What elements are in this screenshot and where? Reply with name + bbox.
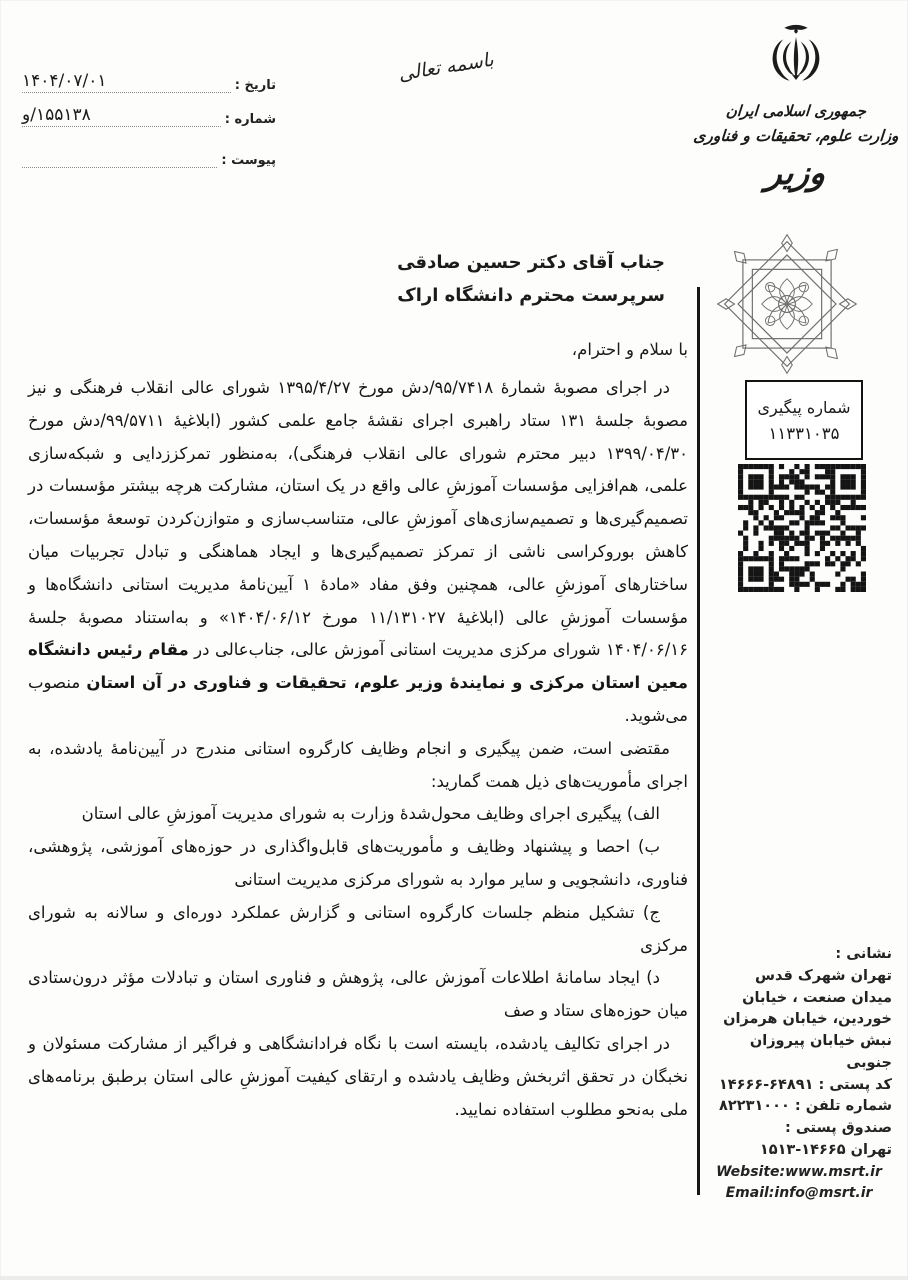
- recipient-block: [397, 246, 665, 313]
- pobox-label-line: صندوق پستی :: [785, 1120, 892, 1136]
- letter-meta-fields: [22, 72, 276, 181]
- iran-emblem-icon: [767, 24, 825, 100]
- tracking-number: ۱۱۳۳۱۰۳۵: [768, 423, 840, 443]
- recipient-title: سرپرست محترم دانشگاه اراک: [397, 285, 665, 307]
- qr-code: [738, 464, 866, 592]
- number-field: [22, 106, 276, 127]
- address-block: [706, 944, 892, 1204]
- pobox-city: تهران: [850, 1141, 892, 1158]
- number-value: ۱۵۵۱۳۸/و: [22, 106, 221, 127]
- phone-label: شماره تلفن :: [794, 1098, 892, 1115]
- org-country-line: جمهوری اسلامی ایران: [725, 102, 867, 120]
- paragraph-closing: در اجرای تکالیف یادشده، بایسته است با نگاه فرادانشگاهی و فراگیر از مشارکت مسئولان و نخبگان در تحقق اثربخش وظایف یادشده و ارتقای کیفیت آموزشِ عالی استان برطبق برنامه‌های ملی به‌نحو مطلوب استفاده نمایید.: [28, 1033, 688, 1119]
- mission-item-dal: د) ایجاد سامانهٔ اطلاعات آموزش عالی، پژوهش و فناوری استان و تبادلات مؤثر درون‌ستادی میان حوزه‌های ستاد و صف: [28, 968, 688, 1021]
- address-line: تهران شهرک قدس: [754, 967, 892, 984]
- address-line: نبش خیابان پیروزان جنوبی: [749, 1033, 892, 1071]
- paragraph-appointment-post: منصوب می‌شوید.: [28, 673, 688, 725]
- paragraph-appointment: [28, 372, 688, 733]
- mission-item-be: ب) احصا و پیشنهاد وظایف و مأموریت‌های قابل‌واگذاری در حوزه‌های آموزشی، پژوهشی، فناوری، دانشجویی و سایر موارد به شورای مرکزی مدیریت استانی: [28, 837, 688, 889]
- website-line: Website:www.msrt.ir: [716, 1163, 882, 1180]
- recipient-name: جناب آقای دکتر حسین صادقی: [397, 252, 665, 273]
- postal-code-line: [706, 1075, 892, 1097]
- mission-item-jim: ج) تشکیل منظم جلسات کارگروه استانی و گزارش عملکرد دوره‌ای و سالانه به شورای مرکزی: [28, 902, 688, 955]
- paragraph-missions-intro: مقتضی است، ضمن پیگیری و انجام وظایف کارگروه استانی مندرج در آیین‌نامهٔ یادشده، به اجرای مأموریت‌های ذیل همت گمارید:: [28, 738, 688, 791]
- postal-code-value: ۱۴۶۶۶-۶۴۸۹۱: [718, 1076, 814, 1093]
- phone-value: ۸۲۲۳۱۰۰۰: [719, 1098, 790, 1115]
- tracking-label: شماره پیگیری: [757, 398, 851, 418]
- attachment-value: [22, 147, 217, 168]
- address-line: میدان صنعت ، خیابان: [742, 989, 892, 1006]
- sidebar-divider-line: [697, 287, 700, 1195]
- email-line: Email:info@msrt.ir: [725, 1184, 873, 1201]
- date-value: ۱۴۰۴/۰۷/۰۱: [22, 72, 231, 93]
- pobox-value-line: [706, 1140, 892, 1162]
- attachment-label: پیوست :: [221, 153, 276, 168]
- paragraph-appointment-pre: در اجرای مصوبهٔ شمارهٔ ۹۵/۷۴۱۸/دش مورخ ۱۳۹۵/۴/۲۷ شورای عالی انقلاب فرهنگی و نیز مصوبهٔ جلسهٔ ۱۳۱ ستاد راهبری اجرای نقشهٔ جامع علمی کشور (ابلاغیهٔ ۹۹/۵۷۱۱/دش مورخ ۱۳۹۹/۰۴/۳۰ دبیر محترم شورای عالی انقلاب فرهنگی)، به‌منظور تمرکززدایی و شبکه‌سازی علمی، هم‌افزایی مؤسسات آموزشِ عالی واقع در یک استان، مشارکت هرچه بیشتر مؤسسات در تصمیم‌گیری‌ها و تصمیم‌سازی‌های آموزشِ عالی، متناسب‌سازی و متوازن‌کردن توسعهٔ مؤسسات، کاهش بوروکراسی ناشی از تمرکز تصمیم‌گیری‌ها و ایجاد هماهنگی و تبادل تجربیات میان ساختارهای آموزشِ عالی، همچنین وفق مفاد «مادهٔ ۱ آیین‌نامهٔ مدیریت استانی دانشگاه‌ها و مؤسسات آموزشِ عالی (ابلاغیهٔ ۱۱/۱۳۱۰۲۷ مورخ ۱۴۰۴/۰۶/۱۲» و به‌استناد مصوبهٔ جلسهٔ ۱۴۰۴/۰۶/۱۶ شورای مرکزی مدیریت استانی آموزش عالی، جناب‌عالی در: [28, 378, 689, 660]
- postal-code-label: کد پستی :: [818, 1076, 892, 1093]
- tracking-number-box: [745, 380, 863, 460]
- date-field: [22, 72, 276, 93]
- number-label: شماره :: [224, 112, 276, 127]
- letterhead-right: [688, 24, 904, 192]
- paragraph-appointment-bold: مقام رئیس دانشگاه معین استان مرکزی و نمایندهٔ وزیر علوم، تحقیقات و فناوری در آن استان: [28, 640, 688, 693]
- pobox-number: ۱۵۱۳-۱۴۶۶۵: [759, 1141, 846, 1158]
- address-title: نشانی :: [835, 946, 892, 962]
- address-line: خوردین، خیابان هرمزان: [723, 1011, 892, 1028]
- letter-body: [28, 372, 688, 1126]
- mission-item-alef: الف) پیگیری اجرای وظایف محول‌شدهٔ وزارت به شورای مدیریت آموزشِ عالی استان: [81, 804, 660, 824]
- org-ministry-line: وزارت علوم، تحقیقات و فناوری: [692, 127, 900, 145]
- phone-line: [706, 1096, 892, 1118]
- org-minister-title: وزیر: [764, 153, 828, 192]
- attachment-field: [22, 147, 276, 168]
- bismillah-calligraphy: باسمه تعالی: [396, 48, 496, 86]
- date-label: تاریخ :: [234, 78, 276, 93]
- medallion-ornament-icon: [703, 220, 871, 388]
- salutation: با سلام و احترام،: [571, 340, 688, 359]
